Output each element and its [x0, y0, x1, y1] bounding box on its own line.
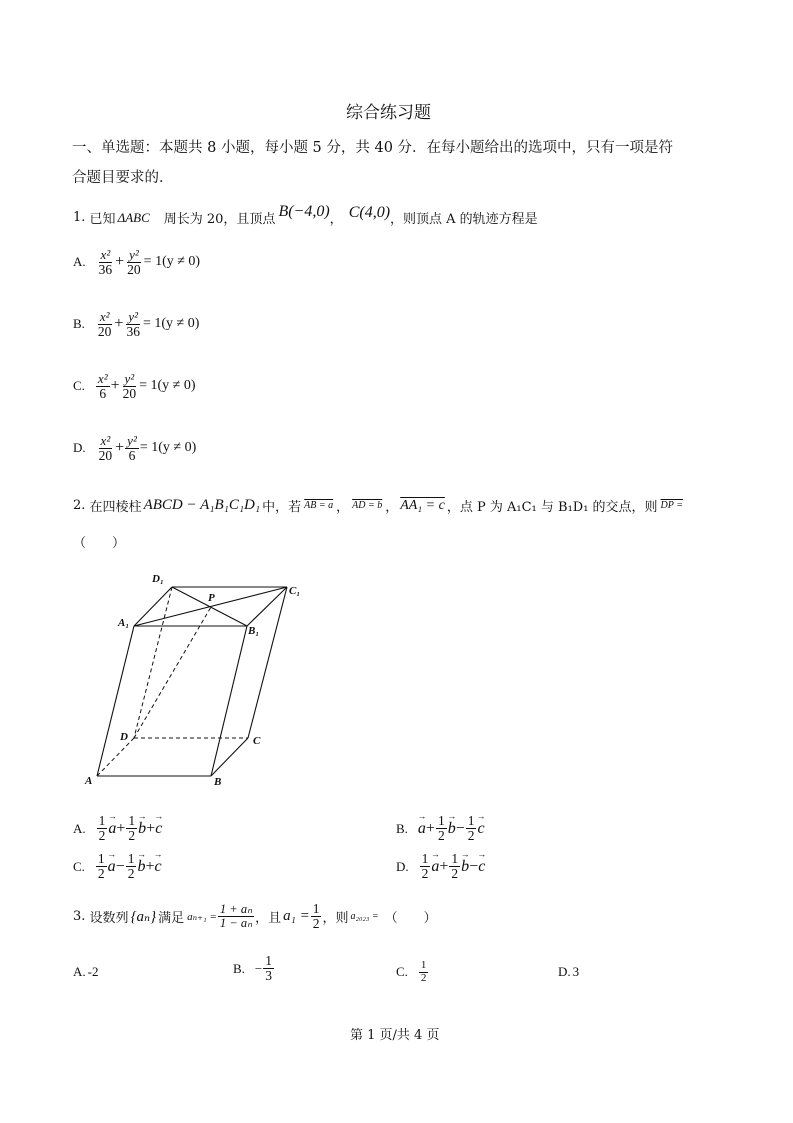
- label-a: A: [85, 775, 93, 787]
- question-3-option-b[interactable]: B. − $\frac{1}{3}$: [233, 953, 273, 984]
- option-label: C.: [73, 858, 85, 874]
- initial-term: a₁ =: [283, 908, 310, 925]
- point-c: C(4,0): [348, 203, 391, 221]
- question-number: 1.: [73, 210, 86, 225]
- stem-text: 满足: [158, 911, 185, 927]
- stem-text: ，点 P 为 A₁C₁ 与 B₁D₁ 的交点，则: [446, 500, 658, 515]
- option-value: −: [254, 960, 263, 976]
- question-2-option-d[interactable]: D. $\frac{1}{2}$ → a + $\frac{1}{2}$ → b − → c: [396, 852, 485, 881]
- option-label: D.: [396, 858, 409, 874]
- edge-c1-b1: [247, 587, 287, 626]
- question-number: 2.: [73, 498, 86, 513]
- edge-c1-c: [248, 587, 287, 738]
- label-d: D: [120, 731, 128, 743]
- stem-text: ，则: [322, 911, 349, 927]
- label-p: P: [208, 592, 215, 604]
- option-label: B.: [233, 960, 245, 976]
- option-value: 3: [572, 964, 580, 979]
- edge-a1-d1: [134, 587, 172, 626]
- stem-text: ，则顶点 A 的轨迹方程是: [390, 212, 538, 227]
- question-2-stem: 2. 在四棱柱 ABCD − A₁B₁C₁D₁ 中，若 AB = a ， AD = b ， AA₁ = c ，点 P 为 A₁C₁ 与 B₁D₁ 的交点，则 DP =: [73, 497, 683, 515]
- option-label: C.: [396, 964, 408, 980]
- label-c: C: [253, 735, 261, 747]
- question-1-option-b[interactable]: B. $\frac{\text{x²}}{20}$ + $\frac{\text{y²}}{36}$ = 1(y ≠ 0): [73, 309, 200, 339]
- target-term: a₂₀₂₃ =: [350, 911, 379, 923]
- prism-name: ABCD − A₁B₁C₁D₁: [143, 497, 261, 513]
- vector-ab: AB = a: [304, 500, 334, 511]
- stem-text: 周长为 20，且顶点: [163, 212, 276, 227]
- page-footer: 第 1 页/共 4 页: [350, 1028, 440, 1043]
- label-d1: D₁: [152, 573, 164, 585]
- stem-text: 在四棱柱: [89, 500, 142, 515]
- question-3-option-c[interactable]: C. $\frac{1}{2}$: [396, 959, 427, 984]
- stem-text: 设数列: [89, 911, 129, 927]
- edge-b1-b: [211, 626, 247, 776]
- option-label: D.: [558, 964, 571, 979]
- edge-b-c: [211, 738, 248, 776]
- stem-text: 中，若: [262, 500, 302, 515]
- vector-aa1: AA₁ = c: [400, 497, 445, 513]
- question-1-option-a[interactable]: A. $\frac{\text{x²}}{36}$ + $\frac{\text{y²}}{20}$ = 1(y ≠ 0): [73, 247, 201, 277]
- question-2-paren: （ ）: [73, 536, 126, 551]
- prism-figure: [80, 568, 320, 792]
- hidden-segment-d-p: [134, 607, 211, 738]
- question-1-option-c[interactable]: C. $\frac{\text{x²}}{6}$ + $\frac{\text{y²}}{20}$ = 1(y ≠ 0): [73, 371, 196, 401]
- option-label: B.: [73, 316, 85, 332]
- recurrence-lhs: aₙ₊₁ =: [187, 911, 217, 924]
- question-3-stem: 3. 设数列 {aₙ} 满足 aₙ₊₁ = $\frac{\text{1 + aₙ}}{\text{1 − aₙ}}$ ，且 a₁ = $\frac{1}{2}$ ，则 a₂₀₂₃ = （ ）: [73, 901, 437, 932]
- point-b: B(−4,0): [278, 202, 330, 220]
- hidden-edge-d1-d: [134, 587, 172, 738]
- stem-text: 已知: [89, 212, 116, 227]
- edge-a1-a: [97, 626, 134, 776]
- sequence: {aₙ}: [130, 909, 157, 926]
- question-3-option-a[interactable]: [73, 964, 98, 980]
- stem-text: ，且: [255, 911, 282, 927]
- option-label: D.: [73, 440, 86, 456]
- triangle-abc: ΔABC: [117, 209, 150, 225]
- section-line-2: 合题目要求的．: [72, 170, 174, 186]
- question-2-option-b[interactable]: B. → a + $\frac{1}{2}$ → b − $\frac{1}{2}$ → c: [396, 814, 485, 843]
- label-b1: B₁: [248, 625, 260, 637]
- label-a1: A₁: [118, 617, 130, 629]
- question-2-option-c[interactable]: C. $\frac{1}{2}$ → a − $\frac{1}{2}$ → b + → c: [73, 852, 162, 881]
- recurrence-numerator: 1 + aₙ: [219, 902, 253, 917]
- recurrence-denominator: 1 − aₙ: [219, 916, 253, 931]
- vector-ad: AD = b: [352, 500, 383, 511]
- option-label: A.: [73, 964, 86, 979]
- label-b: B: [214, 776, 222, 788]
- hidden-edge-d-a: [97, 738, 134, 776]
- question-1-stem: [73, 202, 538, 227]
- question-3-option-d[interactable]: [558, 964, 579, 980]
- question-1-option-d[interactable]: D. $\frac{\text{x²}}{20}$ + $\frac{\text{y²}}{6}$ = 1(y ≠ 0): [73, 433, 197, 463]
- label-c1: C₁: [289, 585, 301, 597]
- option-label: B.: [396, 820, 408, 836]
- question-2-option-a[interactable]: A. $\frac{1}{2}$ → a + $\frac{1}{2}$ → b + → c: [73, 814, 162, 843]
- comma: ，: [329, 212, 343, 227]
- section-line-1: 一、单选题：本题共 8 小题，每小题 5 分，共 40 分．在每小题给出的选项中，只有一项是符: [72, 140, 674, 156]
- answer-paren: （ ）: [384, 911, 437, 927]
- option-label: A.: [73, 820, 86, 836]
- option-value: -2: [87, 964, 99, 979]
- option-label: A.: [73, 254, 86, 270]
- question-number: 3.: [73, 909, 86, 925]
- vector-dp: DP =: [660, 500, 683, 511]
- option-label: C.: [73, 378, 85, 394]
- page-title: 综合练习题: [346, 103, 431, 123]
